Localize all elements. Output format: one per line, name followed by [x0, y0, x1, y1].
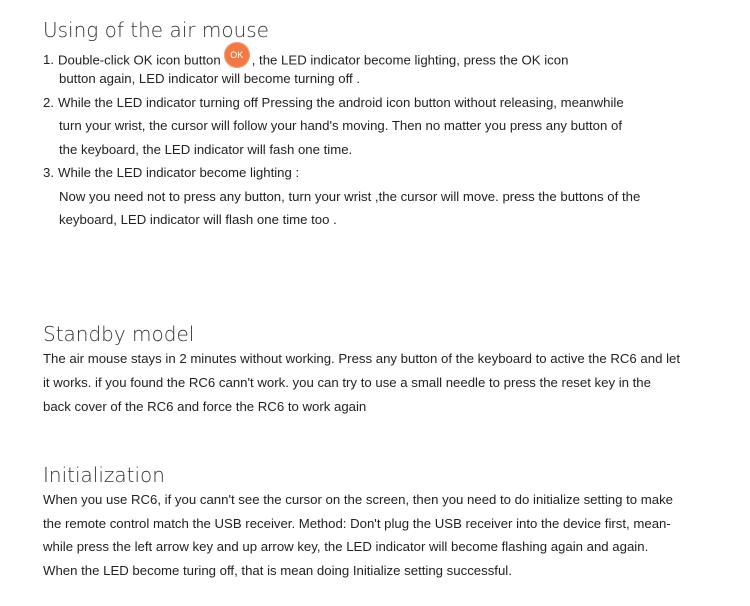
list-number: 3.	[43, 165, 54, 180]
paragraph-line: back cover of the RC6 and force the RC6 to work again	[43, 399, 367, 414]
list-number: 1.	[43, 52, 54, 68]
list-item-continued: turn your wrist, the cursor will follow your hand's moving. Then no matter you press any button of	[59, 118, 623, 133]
paragraph-line: while press the left arrow key and up arrow key, the LED indicator will become flashing again and again.	[43, 539, 649, 554]
section-title-initialization: Initialization	[43, 463, 165, 487]
paragraph-line: When you use RC6, if you cann't see the cursor on the screen, then you need to do initialize setting to make	[43, 492, 674, 507]
list-item-continued: the keyboard, the LED indicator will fash one time.	[59, 142, 353, 157]
paragraph-line: it works. if you found the RC6 cann't work. you can try to use a small needle to press the reset key in the	[43, 375, 651, 390]
paragraph-line: The air mouse stays in 2 minutes without working. Press any button of the keyboard to active the RC6 and let	[43, 351, 680, 366]
paragraph-line: When the LED become turing off, that is mean doing Initialize setting successful.	[43, 563, 512, 578]
list-item-continued: keyboard, LED indicator will flash one time too .	[59, 212, 337, 227]
list-text: While the LED indicator become lighting :	[58, 165, 300, 180]
list-text: , the LED indicator become lighting, press the OK icon	[251, 52, 569, 68]
list-item	[43, 165, 299, 181]
ok-button-icon: OK	[224, 42, 250, 68]
list-item-continued: button again, LED indicator will become turning off .	[59, 71, 361, 86]
list-item	[43, 95, 624, 111]
list-number: 2.	[43, 95, 54, 110]
list-text: Double-click OK icon button	[58, 52, 221, 68]
section-title-air-mouse: Using of the air mouse	[43, 18, 269, 42]
section-title-standby: Standby model	[43, 322, 195, 346]
paragraph-line: the remote control match the USB receiver. Method: Don't plug the USB receiver into the device first, mean-	[43, 516, 671, 531]
list-item-continued: Now you need not to press any button, turn your wrist ,the cursor will move. press the buttons of the	[59, 189, 641, 204]
list-text: While the LED indicator turning off Pressing the android icon button without releasing, meanwhile	[58, 95, 624, 110]
